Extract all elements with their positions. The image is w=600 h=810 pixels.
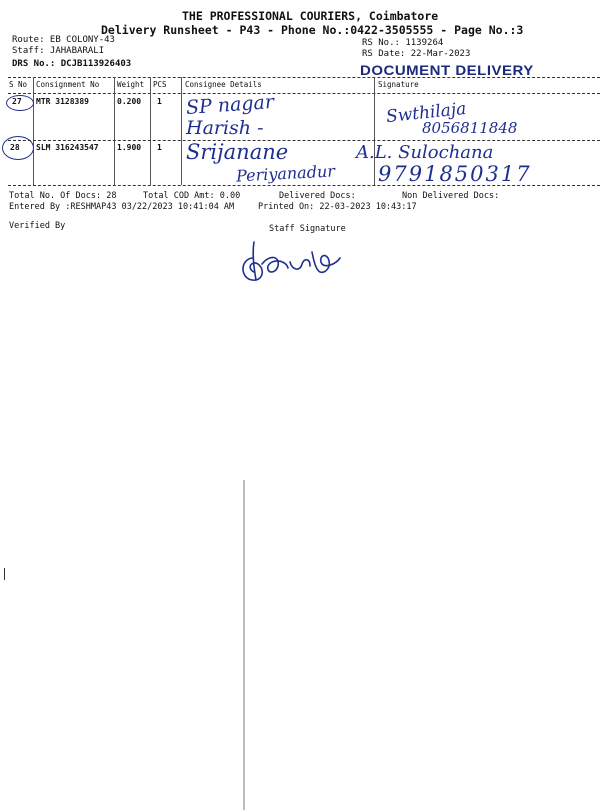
row-consignment: MTR 3128389 (36, 97, 89, 106)
row-pcs: 1 (157, 143, 162, 152)
company-title: THE PROFESSIONAL COURIERS, Coimbatore (182, 9, 439, 23)
scan-edge-mark (4, 568, 5, 580)
row-pcs: 1 (157, 97, 162, 106)
col-divider (150, 77, 151, 185)
total-docs: Total No. Of Docs: 28 (9, 191, 117, 201)
col-header-pcs: PCS (153, 80, 167, 89)
handwritten-signature-phone: 9791850317 (378, 162, 532, 186)
staff-signature-label: Staff Signature (269, 224, 346, 234)
runsheet-title: Delivery Runsheet - P43 - Phone No.:0422-3505555 - Page No.:3 (101, 23, 524, 37)
handwritten-signature-name: Swthilaja (385, 98, 468, 128)
handwritten-signature-phone: 8056811848 (422, 119, 518, 137)
col-header-sno: S No (9, 80, 28, 89)
col-divider (374, 77, 375, 185)
delivered-docs: Delivered Docs: (279, 191, 356, 201)
row-consignment: SLM 316243547 (36, 143, 99, 152)
col-header-consignee: Consignee Details (185, 80, 262, 89)
handwritten-consignee-line2: Periyanadur (235, 161, 336, 186)
row-sno: 28 (10, 143, 20, 152)
rs-number: RS No.: 1139264 (362, 38, 444, 48)
total-cod-amount: Total COD Amt: 0.00 (143, 191, 241, 201)
row-weight: 0.200 (117, 97, 142, 106)
handwritten-consignee-line1: SP nagar (185, 90, 275, 120)
row-separator (8, 140, 600, 141)
handwritten-signature-name: A.L. Sulochana (356, 142, 494, 163)
table-bottom-rule (8, 185, 600, 186)
staff-label: Staff: JAHABARALI (12, 46, 105, 56)
handwritten-consignee-line1: Srijanane (186, 140, 289, 164)
col-divider (181, 77, 182, 185)
col-header-weight: Weight (117, 80, 145, 89)
route-label: Route: EB COLONY-43 (12, 35, 115, 45)
entered-by: Entered By :RESHMAP43 03/22/2023 10:41:04 AM (9, 202, 235, 212)
staff-signature-scribble (236, 234, 346, 290)
non-delivered-docs: Non Delivered Docs: (402, 191, 500, 201)
row-sno: 27 (12, 97, 22, 106)
drs-number: DRS No.: DCJB113926403 (12, 59, 132, 69)
table-header-rule (8, 93, 600, 94)
col-header-signature: Signature (378, 80, 419, 89)
col-divider (33, 77, 34, 185)
document-delivery-stamp: DOCUMENT DELIVERY (360, 62, 534, 79)
handwritten-consignee-line2: Harish - (186, 117, 264, 139)
col-divider (114, 77, 115, 185)
printed-on: Printed On: 22-03-2023 10:43:17 (258, 202, 417, 212)
rs-date: RS Date: 22-Mar-2023 (362, 49, 471, 59)
scan-fold-line (243, 480, 245, 810)
row-weight: 1.900 (117, 143, 142, 152)
table-top-rule (8, 77, 600, 78)
verified-by-label: Verified By (9, 221, 66, 231)
col-header-consignment: Consignment No (36, 80, 100, 89)
